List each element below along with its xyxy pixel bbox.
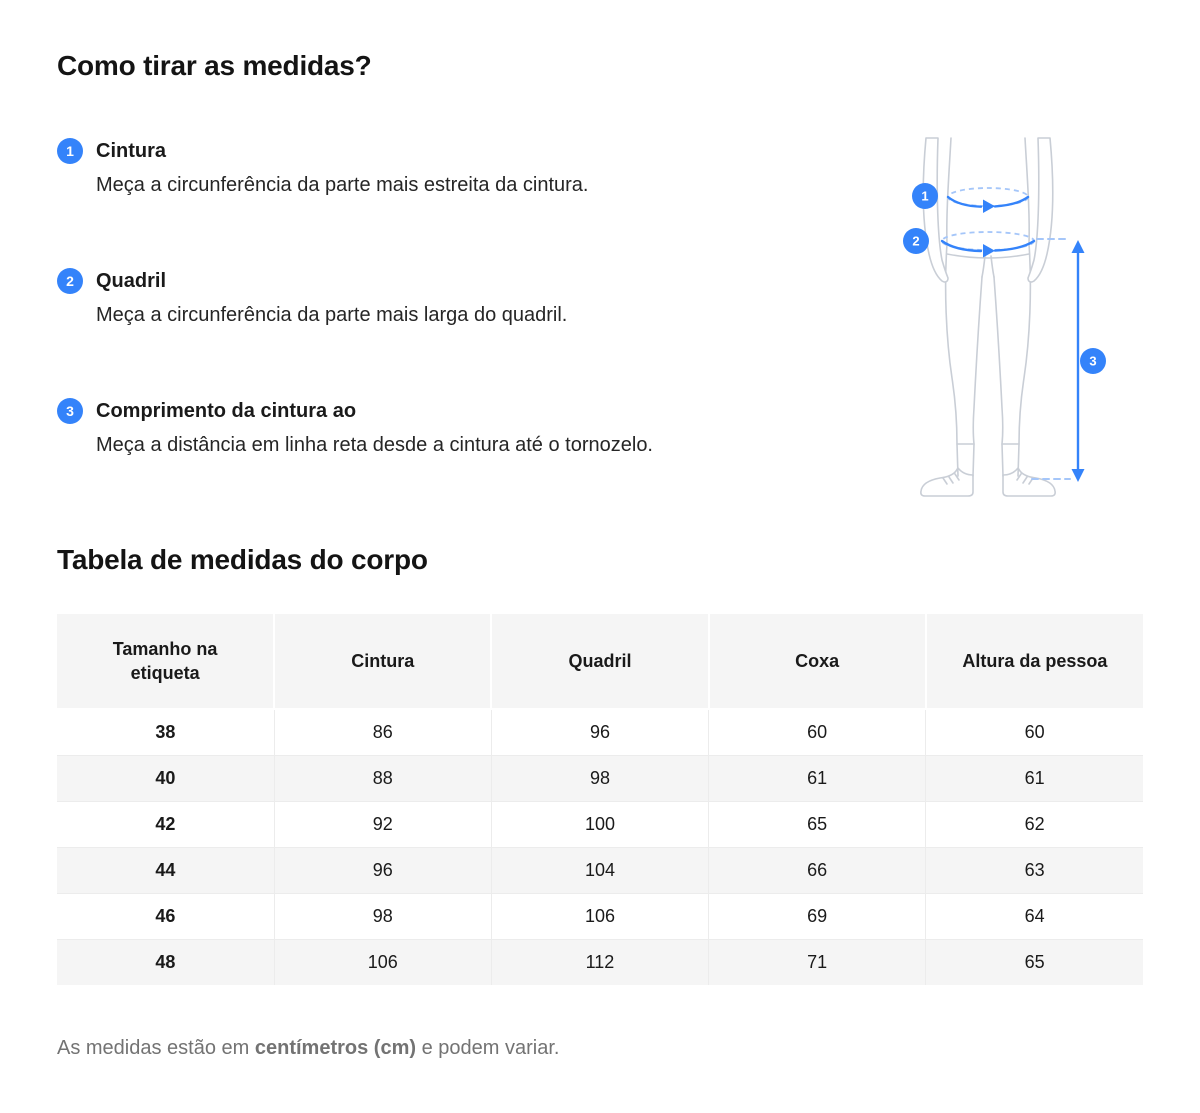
height-cell: 60 — [926, 709, 1143, 755]
step-label: Comprimento da cintura ao — [96, 400, 357, 422]
waist-cell: 96 — [274, 847, 491, 893]
size-cell: 48 — [57, 939, 274, 985]
units-footnote — [57, 1035, 1143, 1061]
thigh-cell: 66 — [709, 847, 926, 893]
table-row — [57, 939, 1143, 985]
size-table-section — [57, 542, 1143, 985]
step-description: Meça a circunferência da parte mais larga do quadril. — [96, 304, 568, 326]
waist-cell: 98 — [274, 893, 491, 939]
footnote-units: centímetros (cm) — [254, 1037, 417, 1059]
diagram-badge-hip — [903, 228, 929, 254]
column-header-size: Tamanho na etiqueta — [57, 614, 274, 709]
height-cell: 61 — [926, 755, 1143, 801]
footnote-suffix: e podem variar. — [416, 1037, 560, 1059]
hip-cell: 96 — [491, 709, 708, 755]
waist-cell: 106 — [274, 939, 491, 985]
step-number-badge: 2 — [57, 268, 83, 294]
table-row — [57, 801, 1143, 847]
size-cell: 40 — [57, 755, 274, 801]
size-cell: 44 — [57, 847, 274, 893]
table-body — [57, 709, 1143, 985]
thigh-cell: 69 — [709, 893, 926, 939]
size-cell: 38 — [57, 709, 274, 755]
hip-cell: 98 — [491, 755, 708, 801]
hip-cell: 106 — [491, 893, 708, 939]
step-description: Meça a distância em linha reta desde a cintura até o tornozelo. — [96, 434, 653, 456]
measurement-guide — [57, 138, 1143, 508]
waist-cell: 92 — [274, 801, 491, 847]
page-title: Como tirar as medidas? — [57, 50, 372, 81]
size-cell: 42 — [57, 801, 274, 847]
svg-text:3: 3 — [1089, 353, 1097, 369]
size-cell: 46 — [57, 893, 274, 939]
step-description: Meça a circunferência da parte mais estreita da cintura. — [96, 174, 589, 196]
column-header-waist: Cintura — [274, 614, 491, 709]
table-row — [57, 893, 1143, 939]
step-number-badge: 3 — [57, 398, 83, 424]
thigh-cell: 61 — [709, 755, 926, 801]
svg-text:2: 2 — [912, 233, 920, 249]
table-row — [57, 755, 1143, 801]
thigh-cell: 71 — [709, 939, 926, 985]
body-outline — [921, 138, 1055, 496]
thigh-cell: 60 — [709, 709, 926, 755]
table-header — [57, 614, 1143, 709]
length-measure-arrow — [1032, 239, 1085, 482]
waist-measure-arrow — [948, 188, 1028, 213]
table-row — [57, 709, 1143, 755]
diagram-badge-waist — [912, 183, 938, 209]
table-row — [57, 847, 1143, 893]
body-measurement-illustration — [895, 126, 1145, 506]
table-section-title: Tabela de medidas do corpo — [57, 544, 428, 575]
header-row — [57, 614, 1143, 709]
hip-measure-arrow — [942, 232, 1034, 258]
body-diagram-svg — [895, 126, 1145, 506]
step-label: Cintura — [96, 140, 166, 162]
svg-text:1: 1 — [921, 188, 929, 204]
footnote-prefix: As medidas estão em — [57, 1037, 255, 1059]
column-header-hip: Quadril — [491, 614, 708, 709]
step-number-badge: 1 — [57, 138, 83, 164]
height-cell: 63 — [926, 847, 1143, 893]
step-label: Quadril — [96, 270, 167, 292]
height-cell: 64 — [926, 893, 1143, 939]
hip-cell: 100 — [491, 801, 708, 847]
column-header-thigh: Coxa — [709, 614, 926, 709]
thigh-cell: 65 — [709, 801, 926, 847]
waist-cell: 88 — [274, 755, 491, 801]
height-cell: 62 — [926, 801, 1143, 847]
column-header-height: Altura da pessoa — [926, 614, 1143, 709]
waist-cell: 86 — [274, 709, 491, 755]
diagram-badge-length — [1080, 348, 1106, 374]
hip-cell: 104 — [491, 847, 708, 893]
hip-cell: 112 — [491, 939, 708, 985]
body-measurements-table — [57, 614, 1143, 985]
height-cell: 65 — [926, 939, 1143, 985]
